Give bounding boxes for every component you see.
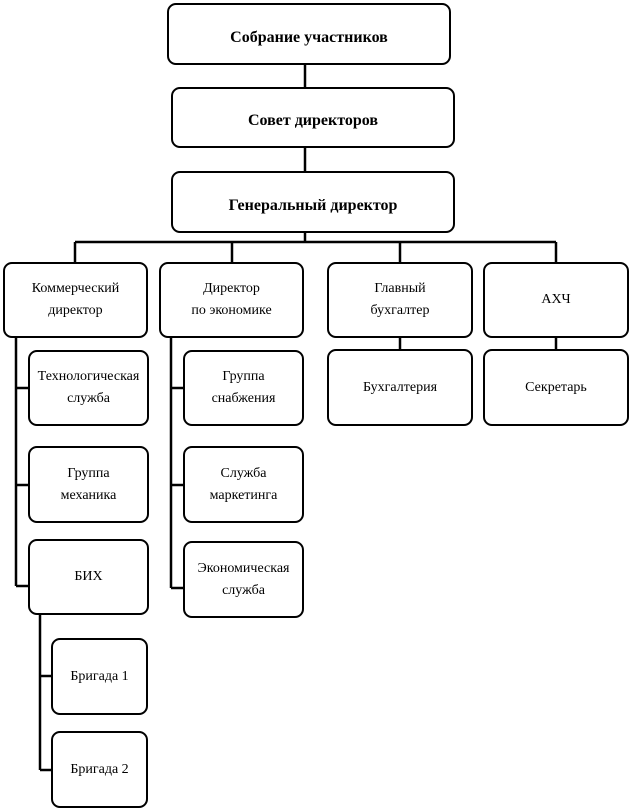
- brigade1-node: [51, 638, 148, 715]
- brigade2-node: [51, 731, 148, 808]
- commercial-director-node: [3, 262, 148, 338]
- assembly-label: Собрание участников: [230, 28, 388, 46]
- economic-service-label: Экономическая служба: [197, 560, 290, 598]
- bih-node: [28, 539, 149, 615]
- assembly-node: [167, 3, 451, 65]
- economics-director-label: Директор по экономике: [191, 281, 272, 318]
- commercial-director-label: Коммерческий директор: [31, 281, 120, 318]
- supply-group-node: [183, 350, 304, 426]
- mechanic-group-label: Группа механика: [60, 465, 117, 503]
- ceo-node: [171, 171, 455, 233]
- ahch-node: [483, 262, 629, 338]
- ceo-label: Генеральный директор: [228, 196, 398, 214]
- ahch-label: АХЧ: [541, 292, 571, 308]
- supply-group-label: Группа снабжения: [211, 369, 276, 406]
- brigade1-label: Бригада 1: [70, 668, 129, 684]
- board-label: Совет директоров: [247, 112, 379, 130]
- tech-service-node: [28, 350, 149, 426]
- mechanic-group-node: [28, 446, 149, 523]
- brigade2-label: Бригада 2: [70, 761, 129, 777]
- bih-label: БИХ: [74, 569, 103, 585]
- chief-accountant-node: [327, 262, 473, 338]
- marketing-service-label: Служба маркетинга: [209, 465, 278, 503]
- economic-service-node: [183, 541, 304, 618]
- marketing-service-node: [183, 446, 304, 523]
- secretary-label: Секретарь: [525, 379, 587, 395]
- economics-director-node: [159, 262, 304, 338]
- chief-accountant-label: Главный бухгалтер: [370, 281, 430, 318]
- accounting-label: Бухгалтерия: [362, 379, 438, 395]
- secretary-node: [483, 349, 629, 426]
- accounting-node: [327, 349, 473, 426]
- tech-service-label: Технологическая служба: [37, 369, 140, 406]
- board-node: [171, 87, 455, 148]
